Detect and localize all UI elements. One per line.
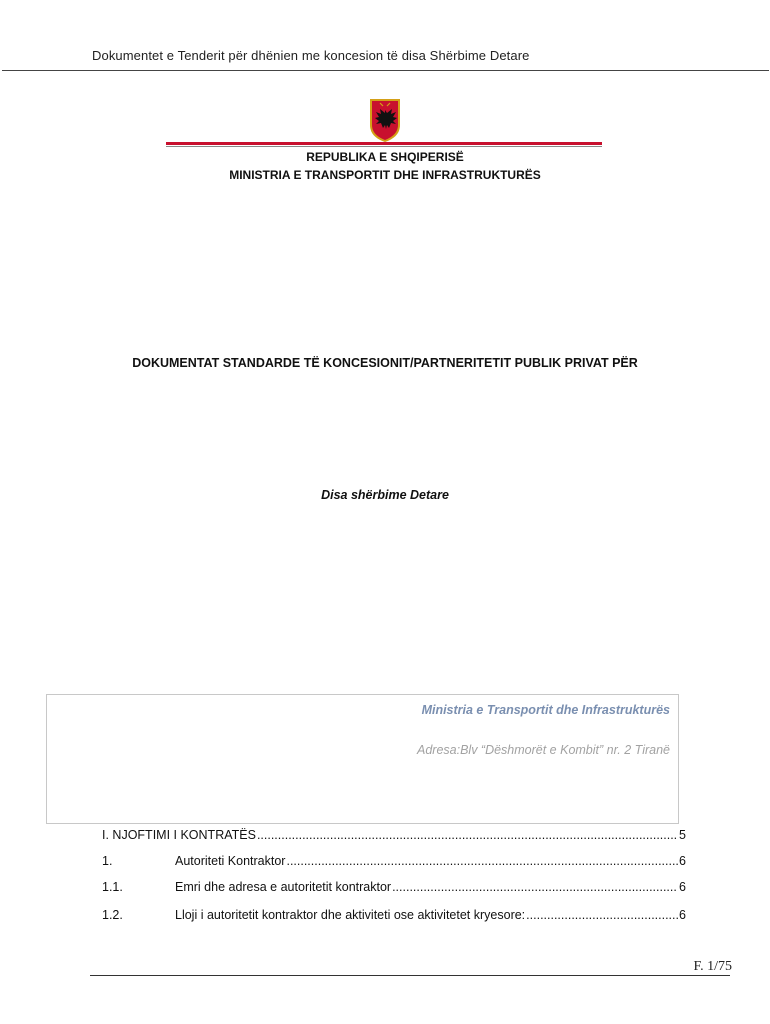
- running-header-title: Dokumentet e Tenderit për dhënien me koncesion të disa Shërbime Detare: [92, 48, 530, 63]
- toc-entry-title: Emri dhe adresa e autoritetit kontraktor: [175, 880, 392, 894]
- toc-entry-title: I. NJOFTIMI I KONTRATËS: [102, 828, 256, 842]
- toc-leader: [526, 908, 678, 922]
- document-subject: Disa shërbime Detare: [321, 488, 449, 502]
- header-divider: [2, 70, 769, 71]
- toc-entry[interactable]: [102, 908, 686, 926]
- ministry-heading: MINISTRIA E TRANSPORTIT DHE INFRASTRUKTURËS: [229, 168, 541, 182]
- address-box-name: Ministria e Transportit dhe Infrastrukturës: [421, 703, 670, 717]
- toc-leader: [286, 854, 678, 868]
- document-title: DOKUMENTAT STANDARDE TË KONCESIONIT/PARTNERITETIT PUBLIK PRIVAT PËR: [132, 356, 638, 370]
- grey-divider: [166, 146, 602, 147]
- albanian-coat-of-arms-icon: [368, 97, 402, 143]
- address-box-address: Adresa:Blv “Dëshmorët e Kombit” nr. 2 Tiranë: [417, 743, 670, 757]
- toc-entry[interactable]: [102, 854, 686, 872]
- address-box: [46, 694, 679, 824]
- toc-entry-number: 1.1.: [102, 880, 123, 894]
- toc-leader: [257, 828, 678, 842]
- toc-entry-number: 1.2.: [102, 908, 123, 922]
- toc-entry[interactable]: [102, 828, 686, 846]
- toc-entry-page: 6: [679, 854, 686, 868]
- toc-entry-page: 5: [679, 828, 686, 842]
- toc-entry-number: 1.: [102, 854, 113, 868]
- page-number: F. 1/75: [693, 959, 732, 974]
- toc-entry[interactable]: [102, 880, 686, 898]
- toc-entry-title: Autoriteti Kontraktor: [175, 854, 286, 868]
- red-divider: [166, 142, 602, 145]
- toc-entry-page: 6: [679, 880, 686, 894]
- toc-leader: [392, 880, 678, 894]
- toc-entry-title: Lloji i autoritetit kontraktor dhe aktiviteti ose aktivitetet kryesore:: [175, 908, 526, 922]
- toc-entry-page: 6: [679, 908, 686, 922]
- republic-heading: REPUBLIKA E SHQIPERISË: [306, 150, 464, 164]
- footer-divider: [90, 975, 730, 976]
